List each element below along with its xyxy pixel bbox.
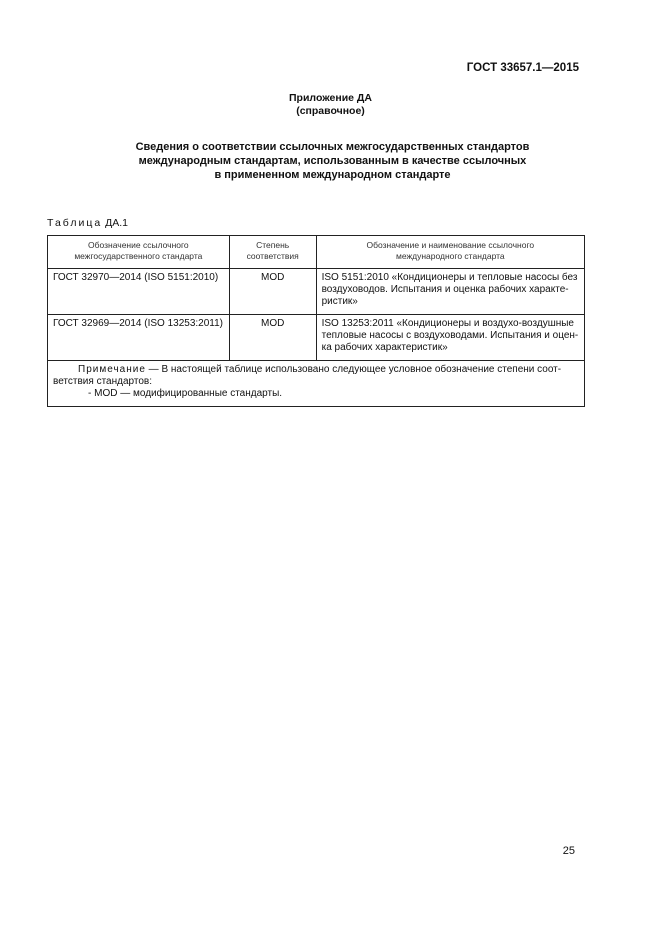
header-degree <box>229 236 316 269</box>
cell-text-line: ристик» <box>321 296 358 307</box>
correspondence-table <box>47 235 585 407</box>
cell-text-line: ISO 5151:2010 «Кондиционеры и тепловые насосы без <box>321 272 578 283</box>
cell-degree: MOD <box>229 269 316 315</box>
section-title-line: Сведения о соответствии ссылочных межгосударственных стандартов <box>135 141 530 153</box>
table-row <box>48 315 585 361</box>
table-caption-word: Таблица <box>47 217 103 229</box>
annex-subtitle: (справочное) <box>296 105 365 117</box>
table-header-row <box>48 236 585 269</box>
table-note <box>48 361 585 407</box>
cell-degree: MOD <box>229 315 316 361</box>
table-caption <box>47 217 128 229</box>
header-text: Обозначение и наименование ссылочного <box>366 240 535 250</box>
header-designation <box>48 236 230 269</box>
header-international <box>316 236 584 269</box>
header-text: Обозначение ссылочного <box>88 240 189 250</box>
note-label: Примечание <box>78 364 146 375</box>
cell-designation: ГОСТ 32970—2014 (ISO 5151:2010) <box>48 269 230 315</box>
cell-designation: ГОСТ 32969—2014 (ISO 13253:2011) <box>48 315 230 361</box>
note-text: — В настоящей таблице использовано следующее условное обозначение степени соот- <box>145 364 562 375</box>
header-text: межгосударственного стандарта <box>74 251 203 261</box>
section-title-line: международным стандартам, использованным в качестве ссылочных <box>138 155 527 167</box>
table-row <box>48 269 585 315</box>
annex-heading <box>0 92 661 118</box>
cell-text-line: воздуховодов. Испытания и оценка рабочих характе- <box>321 284 569 295</box>
header-text: соответствия <box>246 251 299 261</box>
section-title <box>60 140 605 182</box>
table-caption-id: ДА.1 <box>105 217 128 229</box>
cell-text-line: ISO 13253:2011 «Кондиционеры и воздухо-воздушные <box>321 318 574 329</box>
document-code: ГОСТ 33657.1—2015 <box>466 62 579 74</box>
header-text: международного стандарта <box>395 251 505 261</box>
cell-text-line: ка рабочих характеристик» <box>321 342 448 353</box>
cell-text-line: тепловые насосы с воздуховодами. Испытания и оцен- <box>321 330 579 341</box>
section-title-line: в примененном международном стандарте <box>214 169 451 181</box>
table-note-row <box>48 361 585 407</box>
note-first-line <box>53 364 579 376</box>
annex-title: Приложение ДА <box>289 92 372 104</box>
header-text: Степень <box>256 240 290 250</box>
page-number: 25 <box>562 845 575 857</box>
cell-international <box>316 315 584 361</box>
note-item: - MOD — модифицированные стандарты. <box>88 388 283 399</box>
note-text-cont: ветствия стандартов: <box>53 376 152 387</box>
cell-international <box>316 269 584 315</box>
